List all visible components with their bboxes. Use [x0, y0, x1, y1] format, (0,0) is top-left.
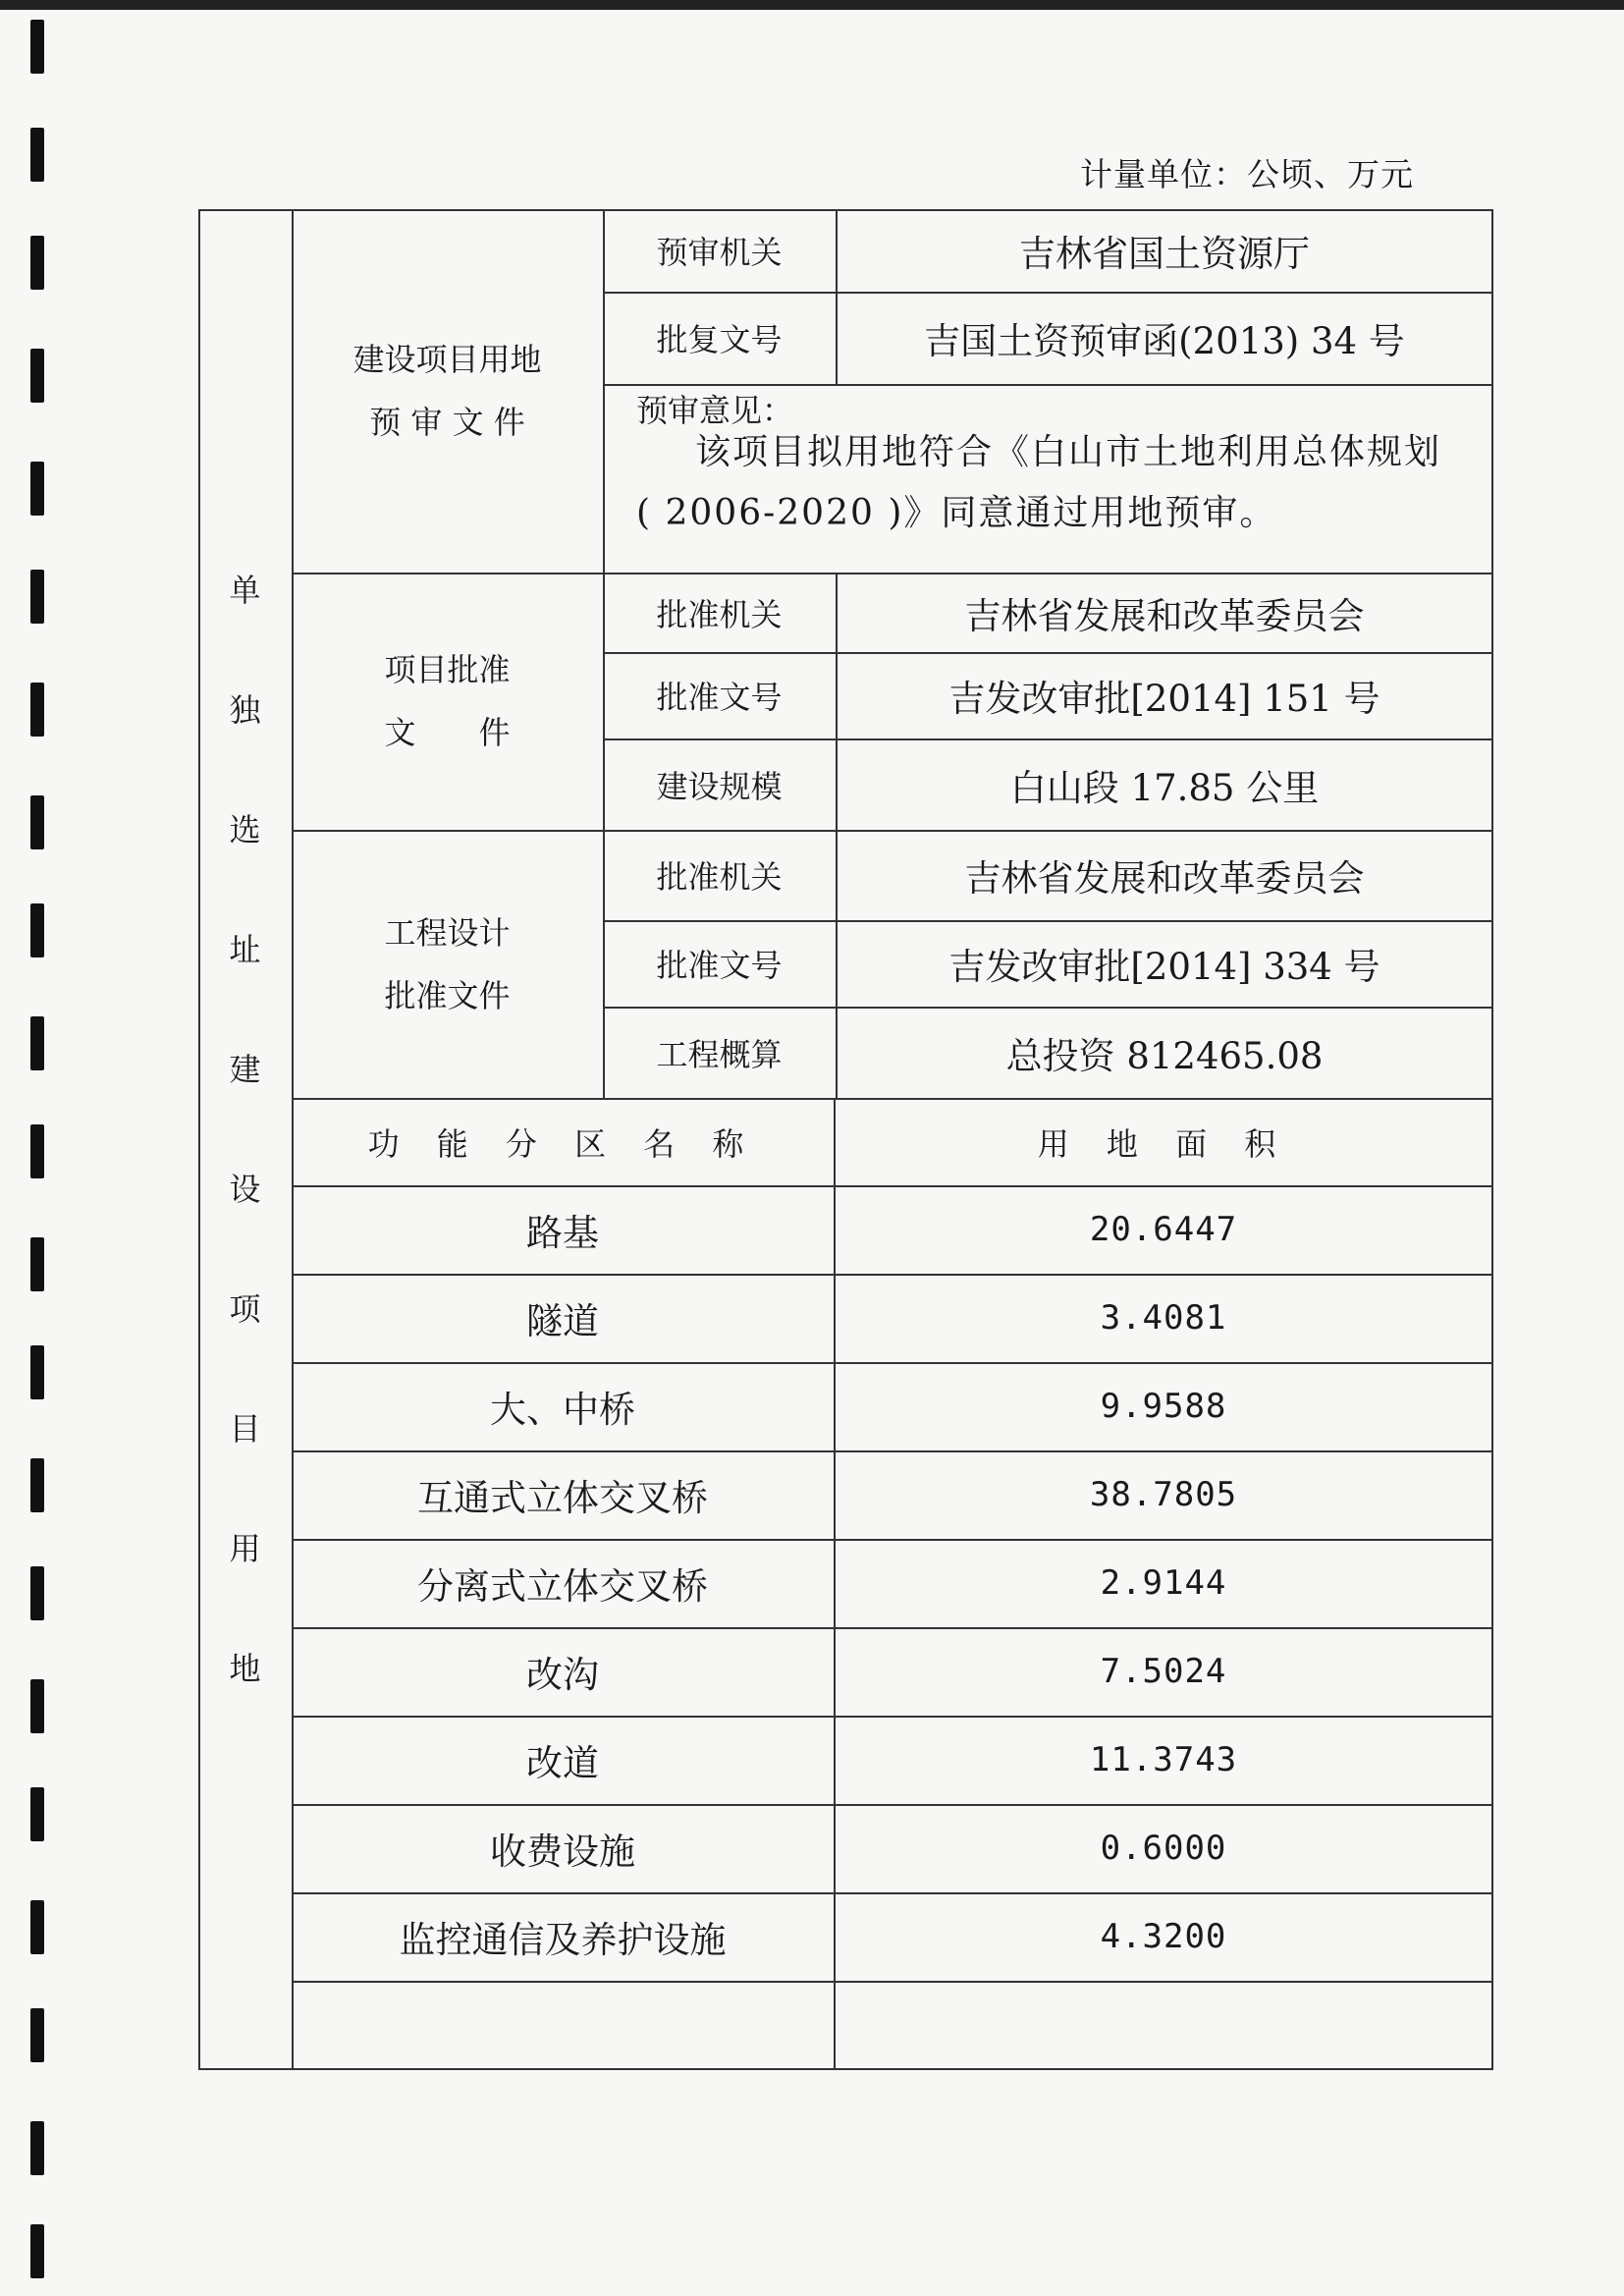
- binding-hole-mark: [30, 1787, 44, 1841]
- side-label-char: 项: [229, 1290, 261, 1328]
- design-approval-authority-label: 批准机关: [656, 858, 783, 896]
- project-approval-doc-no-label: 批准文号: [656, 679, 783, 716]
- pre-review-opinion-text: [636, 422, 1490, 544]
- land-row-area: 7.5024: [1100, 1652, 1227, 1691]
- pre-review-label-line1: 建设项目用地: [352, 341, 542, 378]
- design-approval-budget-label: 工程概算: [656, 1035, 783, 1073]
- side-label-char: 地: [229, 1650, 261, 1687]
- binding-hole-mark: [30, 1900, 44, 1954]
- binding-hole-mark: [30, 683, 44, 737]
- pre-review-authority-label: 预审机关: [656, 234, 783, 271]
- binding-hole-mark: [30, 20, 44, 74]
- land-row-zone: 隧道: [526, 1300, 599, 1342]
- land-row-area: 2.9144: [1100, 1563, 1227, 1603]
- binding-hole-mark: [30, 903, 44, 957]
- land-row-area: 20.6447: [1089, 1210, 1238, 1249]
- land-row-zone: 改道: [526, 1742, 599, 1784]
- opinion-line-1: 该项目拟用地符合《白山市土地利用总体规划: [695, 432, 1442, 472]
- land-row-area: 3.4081: [1100, 1298, 1227, 1338]
- binding-hole-mark: [30, 236, 44, 290]
- side-label-char: 用: [229, 1530, 261, 1567]
- side-label-char: 独: [229, 691, 261, 729]
- side-label-char: 单: [229, 572, 261, 609]
- pre-review-doc-no-label: 批复文号: [656, 321, 783, 358]
- binding-hole-mark: [30, 570, 44, 624]
- design-approval-label-line1: 工程设计: [384, 913, 511, 952]
- project-approval-section-label: [292, 573, 603, 830]
- binding-hole-mark: [30, 1345, 44, 1399]
- land-row-zone: 大、中桥: [490, 1389, 635, 1431]
- side-label-char: 目: [229, 1410, 261, 1448]
- side-label-char: 建: [229, 1051, 261, 1088]
- pre-review-authority-value: 吉林省国土资源厅: [1019, 233, 1310, 275]
- side-label-char: 设: [229, 1171, 261, 1208]
- land-row-zone: 收费设施: [490, 1831, 635, 1873]
- scan-top-edge: [0, 0, 1624, 10]
- land-table-header-zone: 功 能 分 区 名 称: [367, 1124, 758, 1163]
- project-approval-scale-value: 白山段 17.85 公里: [1009, 766, 1320, 809]
- binding-hole-mark: [30, 1566, 44, 1620]
- land-row-area: [834, 1981, 1493, 2069]
- design-approval-label-line2: 批准文件: [384, 976, 511, 1014]
- project-approval-scale-label: 建设规模: [656, 767, 783, 805]
- land-row-zone: 路基: [526, 1212, 599, 1254]
- binding-hole-mark: [30, 462, 44, 516]
- design-approval-doc-no-value: 吉发改审批[2014] 334 号: [948, 946, 1380, 988]
- side-label-char: 址: [229, 931, 261, 968]
- land-row-area: 11.3743: [1089, 1740, 1238, 1779]
- land-table-header-area: 用 地 面 积: [1037, 1124, 1290, 1163]
- land-row-area: 0.6000: [1100, 1829, 1227, 1868]
- side-label-vertical: [198, 530, 292, 1728]
- design-approval-doc-no-label: 批准文号: [656, 947, 783, 984]
- pre-review-label-line2: 预 审 文 件: [369, 404, 525, 441]
- land-row-zone: 分离式立体交叉桥: [417, 1565, 708, 1608]
- binding-hole-mark: [30, 2224, 44, 2278]
- pre-review-section-label: [292, 209, 603, 573]
- land-row-zone: [292, 1981, 834, 2069]
- project-approval-label-line1: 项目批准: [384, 651, 511, 688]
- design-approval-authority-value: 吉林省发展和改革委员会: [964, 857, 1365, 900]
- binding-hole-mark: [30, 2121, 44, 2175]
- pre-review-doc-no-value: 吉国土资预审函(2013) 34 号: [924, 320, 1405, 362]
- land-row-area: 38.7805: [1089, 1475, 1238, 1514]
- project-approval-doc-no-value: 吉发改审批[2014] 151 号: [948, 678, 1380, 720]
- binding-hole-mark: [30, 1458, 44, 1512]
- opinion-line-2: ( 2006-2020 )》同意通过用地预审。: [636, 493, 1277, 533]
- land-row-area: 4.3200: [1100, 1917, 1227, 1956]
- project-approval-label-line2: 文 件: [384, 714, 511, 751]
- binding-hole-mark: [30, 1679, 44, 1733]
- land-row-area: 9.9588: [1100, 1387, 1227, 1426]
- binding-hole-mark: [30, 1016, 44, 1070]
- binding-hole-mark: [30, 1237, 44, 1291]
- binding-hole-mark: [30, 2008, 44, 2062]
- side-label-char: 选: [229, 811, 261, 848]
- binding-hole-mark: [30, 128, 44, 182]
- land-row-zone: 监控通信及养护设施: [399, 1919, 727, 1961]
- design-approval-section-label: [292, 830, 603, 1098]
- pre-review-opinion-heading: 预审意见：: [636, 392, 794, 429]
- binding-hole-mark: [30, 795, 44, 849]
- project-approval-authority-label: 批准机关: [656, 595, 783, 633]
- binding-hole-mark: [30, 349, 44, 403]
- design-approval-budget-value: 总投资 812465.08: [1005, 1034, 1324, 1077]
- project-approval-authority-value: 吉林省发展和改革委员会: [964, 594, 1365, 637]
- land-row-zone: 互通式立体交叉桥: [417, 1477, 708, 1519]
- land-row-zone: 改沟: [526, 1654, 599, 1696]
- unit-note: 计量单位：公顷、万元: [1080, 155, 1414, 193]
- binding-hole-mark: [30, 1124, 44, 1178]
